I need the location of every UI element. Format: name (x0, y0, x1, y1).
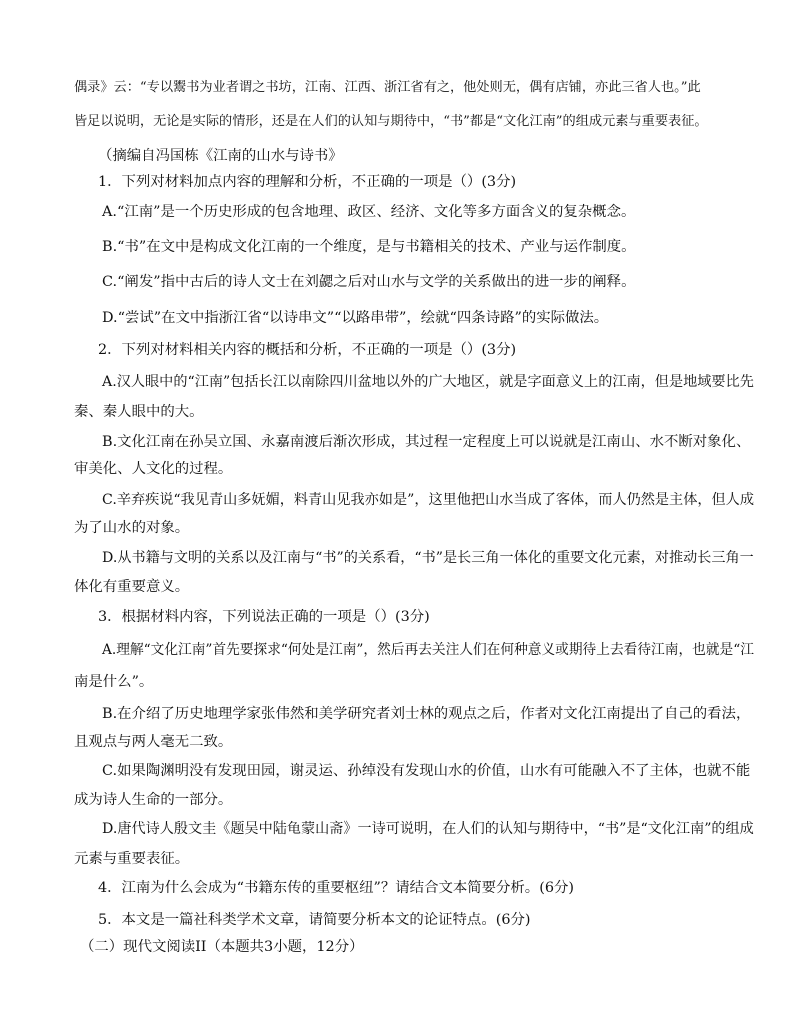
section-title: （二）现代文阅读II（本题共3小题，12分） (80, 939, 364, 955)
question-3-option-c-line-2: 成为诗人生命的一部分。 (74, 792, 233, 808)
question-3-option-b-line-2: 且观点与两人毫无二致。 (74, 734, 233, 750)
question-2-option-b-line-1: B.文化江南在孙吴立国、永嘉南渡后渐次形成，其过程一定程度上可以说就是江南山、水不断对象化、 (102, 434, 751, 450)
question-2-option-d-line-2: 体化有重要意义。 (74, 579, 190, 595)
question-2-option-b-line-2: 审美化、人文化的过程。 (74, 461, 233, 477)
question-1-option-d: D.“尝试”在文中指浙江省“以诗串文”“以路串带”，绘就“四条诗路”的实际做法。 (102, 310, 609, 326)
question-2-option-a-line-2: 秦、秦人眼中的大。 (74, 404, 204, 420)
question-1-stem: 1．下列对材料加点内容的理解和分析，不正确的一项是（）(3分) (98, 174, 517, 190)
question-2-option-a-line-1: A.汉人眼中的“江南”包括长江以南除四川盆地以外的广大地区，就是字面意义上的江南，但是地域要比先 (102, 374, 754, 390)
question-2-option-c-line-1: C.辛弃疾说“我见青山多妩媚，料青山见我亦如是”，这里他把山水当成了客体，而人仍然是主体，但人成 (102, 492, 754, 508)
question-2-option-c-line-2: 为了山水的对象。 (74, 520, 190, 536)
question-4: 4．江南为什么会成为“书籍东传的重要枢纽”？请结合文本简要分析。(6分) (98, 880, 574, 896)
question-1-option-a: A.“江南”是一个历史形成的包含地理、政区、经济、文化等多方面含义的复杂概念。 (102, 204, 636, 220)
question-3-option-d-line-2: 元素与重要表征。 (74, 851, 190, 867)
intro-line-1: 偶录》云：“专以鬻书为业者谓之书坊，江南、江西、浙江省有之，他处则无，偶有店铺，亦此三省人也。”此 (74, 80, 701, 95)
question-3-option-a-line-2: 南是什么”。 (74, 674, 154, 690)
question-3-option-b-line-1: B.在介绍了历史地理学家张伟然和美学研究者刘士林的观点之后，作者对文化江南提出了自己的看法， (102, 706, 751, 722)
question-3-option-a-line-1: A.理解“文化江南”首先要探求“何处是江南”，然后再去关注人们在何种意义或期待上去看待江南，也就是“江 (102, 642, 754, 658)
question-3-option-d-line-1: D.唐代诗人殷文圭《题吴中陆龟蒙山斋》一诗可说明，在人们的认知与期待中，“书”是“文化江南”的组成 (102, 821, 754, 837)
question-2-option-d-line-1: D.从书籍与文明的关系以及江南与“书”的关系看，“书”是长三角一体化的重要文化元素，对推动长三角一 (102, 550, 754, 566)
intro-line-2: 皆足以说明，无论是实际的情形，还是在人们的认知与期待中，“书”都是“文化江南”的组成元素与重要表征。 (74, 114, 708, 129)
question-5: 5．本文是一篇社科类学术文章，请简要分析本文的论证特点。(6分) (98, 912, 531, 928)
question-3-stem: 3．根据材料内容，下列说法正确的一项是（）(3分) (98, 609, 430, 625)
question-2-stem: 2．下列对材料相关内容的概括和分析，不正确的一项是（）(3分) (98, 342, 517, 358)
question-1-option-b: B.“书”在文中是构成文化江南的一个维度，是与书籍相关的技术、产业与运作制度。 (102, 239, 636, 255)
question-1-option-c: C.“阐发”指中古后的诗人文士在刘勰之后对山水与文学的关系做出的进一步的阐释。 (102, 274, 636, 290)
question-3-option-c-line-1: C.如果陶渊明没有发现田园，谢灵运、孙绰没有发现山水的价值，山水有可能融入不了主体，也就不能 (102, 763, 751, 779)
source-citation: （摘编自冯国栋《江南的山水与诗书》 (98, 148, 343, 164)
